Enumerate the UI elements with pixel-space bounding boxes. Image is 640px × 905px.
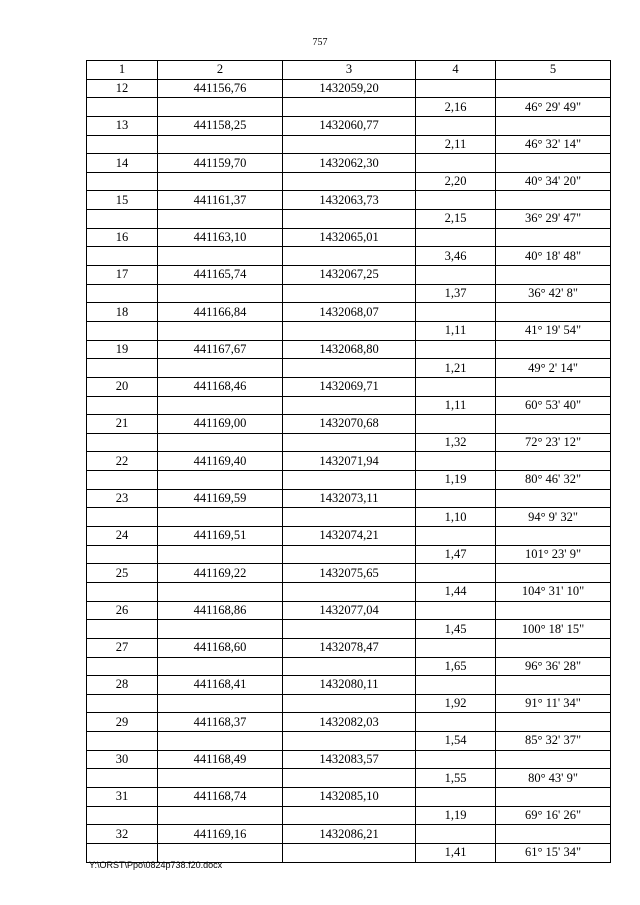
empty-cell bbox=[87, 471, 158, 490]
point-number-cell: 13 bbox=[87, 116, 158, 135]
empty-cell bbox=[158, 694, 283, 713]
distance-cell: 1,54 bbox=[416, 732, 496, 751]
distance-cell: 1,11 bbox=[416, 396, 496, 415]
y-coordinate-cell: 1432085,10 bbox=[283, 787, 416, 806]
distance-cell: 1,19 bbox=[416, 806, 496, 825]
empty-cell bbox=[87, 732, 158, 751]
empty-cell bbox=[283, 769, 416, 788]
x-coordinate-cell: 441159,70 bbox=[158, 154, 283, 173]
segment-row bbox=[87, 172, 611, 191]
empty-cell bbox=[416, 452, 496, 471]
bearing-angle-cell: 96° 36' 28" bbox=[496, 657, 611, 676]
distance-cell: 1,55 bbox=[416, 769, 496, 788]
bearing-angle-cell: 91° 11' 34" bbox=[496, 694, 611, 713]
empty-cell bbox=[496, 638, 611, 657]
distance-cell: 3,46 bbox=[416, 247, 496, 266]
point-number-cell: 18 bbox=[87, 303, 158, 322]
y-coordinate-cell: 1432086,21 bbox=[283, 825, 416, 844]
y-coordinate-cell: 1432077,04 bbox=[283, 601, 416, 620]
distance-cell: 1,47 bbox=[416, 545, 496, 564]
x-coordinate-cell: 441166,84 bbox=[158, 303, 283, 322]
point-number-cell: 24 bbox=[87, 527, 158, 546]
empty-cell bbox=[416, 638, 496, 657]
x-coordinate-cell: 441165,74 bbox=[158, 266, 283, 285]
x-coordinate-cell: 441168,46 bbox=[158, 377, 283, 396]
empty-cell bbox=[496, 154, 611, 173]
bearing-angle-cell: 36° 29' 47" bbox=[496, 210, 611, 229]
empty-cell bbox=[158, 396, 283, 415]
y-coordinate-cell: 1432060,77 bbox=[283, 116, 416, 135]
point-number-cell: 27 bbox=[87, 638, 158, 657]
point-row bbox=[87, 116, 611, 135]
segment-row bbox=[87, 545, 611, 564]
empty-cell bbox=[496, 191, 611, 210]
empty-cell bbox=[496, 676, 611, 695]
empty-cell bbox=[496, 228, 611, 247]
empty-cell bbox=[283, 321, 416, 340]
empty-cell bbox=[283, 694, 416, 713]
point-row bbox=[87, 713, 611, 732]
empty-cell bbox=[87, 98, 158, 117]
point-row bbox=[87, 489, 611, 508]
point-row bbox=[87, 191, 611, 210]
point-row bbox=[87, 676, 611, 695]
empty-cell bbox=[87, 284, 158, 303]
segment-row bbox=[87, 396, 611, 415]
x-coordinate-cell: 441168,86 bbox=[158, 601, 283, 620]
point-number-cell: 29 bbox=[87, 713, 158, 732]
empty-cell bbox=[283, 508, 416, 527]
y-coordinate-cell: 1432082,03 bbox=[283, 713, 416, 732]
bearing-angle-cell: 46° 29' 49" bbox=[496, 98, 611, 117]
empty-cell bbox=[416, 825, 496, 844]
point-number-cell: 26 bbox=[87, 601, 158, 620]
x-coordinate-cell: 441169,22 bbox=[158, 564, 283, 583]
empty-cell bbox=[158, 433, 283, 452]
point-row bbox=[87, 564, 611, 583]
segment-row bbox=[87, 582, 611, 601]
empty-cell bbox=[87, 769, 158, 788]
bearing-angle-cell: 72° 23' 12" bbox=[496, 433, 611, 452]
y-coordinate-cell: 1432074,21 bbox=[283, 527, 416, 546]
empty-cell bbox=[87, 582, 158, 601]
y-coordinate-cell: 1432063,73 bbox=[283, 191, 416, 210]
empty-cell bbox=[283, 135, 416, 154]
distance-cell: 1,21 bbox=[416, 359, 496, 378]
point-number-cell: 12 bbox=[87, 79, 158, 98]
point-number-cell: 32 bbox=[87, 825, 158, 844]
empty-cell bbox=[283, 284, 416, 303]
bearing-angle-cell: 101° 23' 9" bbox=[496, 545, 611, 564]
empty-cell bbox=[158, 172, 283, 191]
bearing-angle-cell: 49° 2' 14" bbox=[496, 359, 611, 378]
empty-cell bbox=[416, 489, 496, 508]
y-coordinate-cell: 1432071,94 bbox=[283, 452, 416, 471]
empty-cell bbox=[283, 210, 416, 229]
point-row bbox=[87, 415, 611, 434]
empty-cell bbox=[283, 471, 416, 490]
bearing-angle-cell: 40° 18' 48" bbox=[496, 247, 611, 266]
x-coordinate-cell: 441163,10 bbox=[158, 228, 283, 247]
point-number-cell: 22 bbox=[87, 452, 158, 471]
segment-row bbox=[87, 769, 611, 788]
bearing-angle-cell: 61° 15' 34" bbox=[496, 843, 611, 862]
empty-cell bbox=[283, 843, 416, 862]
segment-row bbox=[87, 433, 611, 452]
empty-cell bbox=[496, 340, 611, 359]
empty-cell bbox=[283, 433, 416, 452]
segment-row bbox=[87, 247, 611, 266]
segment-row bbox=[87, 98, 611, 117]
point-number-cell: 15 bbox=[87, 191, 158, 210]
empty-cell bbox=[416, 564, 496, 583]
empty-cell bbox=[416, 377, 496, 396]
empty-cell bbox=[283, 396, 416, 415]
point-number-cell: 20 bbox=[87, 377, 158, 396]
column-header: 2 bbox=[158, 61, 283, 80]
y-coordinate-cell: 1432068,80 bbox=[283, 340, 416, 359]
empty-cell bbox=[87, 321, 158, 340]
empty-cell bbox=[496, 303, 611, 322]
empty-cell bbox=[416, 154, 496, 173]
distance-cell: 2,16 bbox=[416, 98, 496, 117]
y-coordinate-cell: 1432067,25 bbox=[283, 266, 416, 285]
empty-cell bbox=[87, 806, 158, 825]
bearing-angle-cell: 69° 16' 26" bbox=[496, 806, 611, 825]
empty-cell bbox=[283, 247, 416, 266]
empty-cell bbox=[416, 601, 496, 620]
empty-cell bbox=[496, 564, 611, 583]
segment-row bbox=[87, 210, 611, 229]
empty-cell bbox=[283, 359, 416, 378]
bearing-angle-cell: 80° 46' 32" bbox=[496, 471, 611, 490]
empty-cell bbox=[158, 284, 283, 303]
file-path-footer: Y:\ORST\Ppo\0824p738.f20.docx bbox=[89, 860, 223, 870]
column-header: 4 bbox=[416, 61, 496, 80]
empty-cell bbox=[283, 172, 416, 191]
distance-cell: 1,37 bbox=[416, 284, 496, 303]
empty-cell bbox=[283, 732, 416, 751]
empty-cell bbox=[87, 657, 158, 676]
x-coordinate-cell: 441169,59 bbox=[158, 489, 283, 508]
empty-cell bbox=[87, 359, 158, 378]
point-number-cell: 30 bbox=[87, 750, 158, 769]
empty-cell bbox=[416, 228, 496, 247]
empty-cell bbox=[158, 582, 283, 601]
x-coordinate-cell: 441161,37 bbox=[158, 191, 283, 210]
empty-cell bbox=[283, 545, 416, 564]
point-number-cell: 14 bbox=[87, 154, 158, 173]
point-number-cell: 25 bbox=[87, 564, 158, 583]
empty-cell bbox=[496, 527, 611, 546]
y-coordinate-cell: 1432078,47 bbox=[283, 638, 416, 657]
empty-cell bbox=[416, 116, 496, 135]
bearing-angle-cell: 100° 18' 15" bbox=[496, 620, 611, 639]
column-header: 3 bbox=[283, 61, 416, 80]
empty-cell bbox=[496, 79, 611, 98]
empty-cell bbox=[158, 545, 283, 564]
y-coordinate-cell: 1432080,11 bbox=[283, 676, 416, 695]
empty-cell bbox=[158, 732, 283, 751]
point-row bbox=[87, 266, 611, 285]
point-row bbox=[87, 154, 611, 173]
empty-cell bbox=[416, 191, 496, 210]
empty-cell bbox=[496, 787, 611, 806]
distance-cell: 1,19 bbox=[416, 471, 496, 490]
empty-cell bbox=[283, 657, 416, 676]
point-number-cell: 17 bbox=[87, 266, 158, 285]
y-coordinate-cell: 1432065,01 bbox=[283, 228, 416, 247]
bearing-angle-cell: 46° 32' 14" bbox=[496, 135, 611, 154]
x-coordinate-cell: 441168,60 bbox=[158, 638, 283, 657]
empty-cell bbox=[496, 452, 611, 471]
bearing-angle-cell: 94° 9' 32" bbox=[496, 508, 611, 527]
empty-cell bbox=[158, 620, 283, 639]
empty-cell bbox=[87, 694, 158, 713]
x-coordinate-cell: 441168,37 bbox=[158, 713, 283, 732]
empty-cell bbox=[87, 620, 158, 639]
page-number: 757 bbox=[312, 37, 328, 48]
segment-row bbox=[87, 732, 611, 751]
bearing-angle-cell: 40° 34' 20" bbox=[496, 172, 611, 191]
point-number-cell: 19 bbox=[87, 340, 158, 359]
x-coordinate-cell: 441168,49 bbox=[158, 750, 283, 769]
point-row bbox=[87, 377, 611, 396]
empty-cell bbox=[496, 489, 611, 508]
x-coordinate-cell: 441168,41 bbox=[158, 676, 283, 695]
empty-cell bbox=[496, 266, 611, 285]
empty-cell bbox=[496, 750, 611, 769]
point-number-cell: 23 bbox=[87, 489, 158, 508]
distance-cell: 1,65 bbox=[416, 657, 496, 676]
segment-row bbox=[87, 508, 611, 527]
x-coordinate-cell: 441156,76 bbox=[158, 79, 283, 98]
y-coordinate-cell: 1432059,20 bbox=[283, 79, 416, 98]
segment-row bbox=[87, 471, 611, 490]
point-row bbox=[87, 340, 611, 359]
empty-cell bbox=[87, 396, 158, 415]
bearing-angle-cell: 85° 32' 37" bbox=[496, 732, 611, 751]
bearing-angle-cell: 60° 53' 40" bbox=[496, 396, 611, 415]
empty-cell bbox=[416, 676, 496, 695]
segment-row bbox=[87, 657, 611, 676]
empty-cell bbox=[416, 750, 496, 769]
empty-cell bbox=[158, 135, 283, 154]
x-coordinate-cell: 441169,51 bbox=[158, 527, 283, 546]
x-coordinate-cell: 441169,16 bbox=[158, 825, 283, 844]
point-row bbox=[87, 303, 611, 322]
empty-cell bbox=[158, 806, 283, 825]
y-coordinate-cell: 1432068,07 bbox=[283, 303, 416, 322]
segment-row bbox=[87, 321, 611, 340]
empty-cell bbox=[496, 377, 611, 396]
empty-cell bbox=[158, 769, 283, 788]
empty-cell bbox=[283, 582, 416, 601]
point-row bbox=[87, 825, 611, 844]
point-row bbox=[87, 601, 611, 620]
empty-cell bbox=[416, 415, 496, 434]
empty-cell bbox=[416, 527, 496, 546]
point-row bbox=[87, 750, 611, 769]
y-coordinate-cell: 1432083,57 bbox=[283, 750, 416, 769]
empty-cell bbox=[496, 601, 611, 620]
distance-cell: 2,11 bbox=[416, 135, 496, 154]
bearing-angle-cell: 80° 43' 9" bbox=[496, 769, 611, 788]
empty-cell bbox=[158, 321, 283, 340]
empty-cell bbox=[87, 433, 158, 452]
distance-cell: 1,92 bbox=[416, 694, 496, 713]
bearing-angle-cell: 41° 19' 54" bbox=[496, 321, 611, 340]
y-coordinate-cell: 1432070,68 bbox=[283, 415, 416, 434]
x-coordinate-cell: 441158,25 bbox=[158, 116, 283, 135]
empty-cell bbox=[87, 508, 158, 527]
empty-cell bbox=[416, 713, 496, 732]
segment-row bbox=[87, 284, 611, 303]
distance-cell: 2,20 bbox=[416, 172, 496, 191]
x-coordinate-cell: 441167,67 bbox=[158, 340, 283, 359]
empty-cell bbox=[158, 471, 283, 490]
column-header: 5 bbox=[496, 61, 611, 80]
segment-row bbox=[87, 806, 611, 825]
empty-cell bbox=[283, 620, 416, 639]
empty-cell bbox=[416, 303, 496, 322]
empty-cell bbox=[416, 266, 496, 285]
point-number-cell: 21 bbox=[87, 415, 158, 434]
point-row bbox=[87, 527, 611, 546]
bearing-angle-cell: 104° 31' 10" bbox=[496, 582, 611, 601]
distance-cell: 1,44 bbox=[416, 582, 496, 601]
empty-cell bbox=[87, 210, 158, 229]
empty-cell bbox=[87, 247, 158, 266]
segment-row bbox=[87, 620, 611, 639]
segment-row bbox=[87, 359, 611, 378]
empty-cell bbox=[496, 825, 611, 844]
point-number-cell: 16 bbox=[87, 228, 158, 247]
point-row bbox=[87, 787, 611, 806]
y-coordinate-cell: 1432069,71 bbox=[283, 377, 416, 396]
empty-cell bbox=[158, 98, 283, 117]
point-row bbox=[87, 228, 611, 247]
y-coordinate-cell: 1432075,65 bbox=[283, 564, 416, 583]
empty-cell bbox=[416, 787, 496, 806]
point-row bbox=[87, 79, 611, 98]
empty-cell bbox=[496, 116, 611, 135]
empty-cell bbox=[87, 135, 158, 154]
distance-cell: 1,41 bbox=[416, 843, 496, 862]
distance-cell: 1,32 bbox=[416, 433, 496, 452]
y-coordinate-cell: 1432062,30 bbox=[283, 154, 416, 173]
distance-cell: 2,15 bbox=[416, 210, 496, 229]
x-coordinate-cell: 441168,74 bbox=[158, 787, 283, 806]
y-coordinate-cell: 1432073,11 bbox=[283, 489, 416, 508]
distance-cell: 1,45 bbox=[416, 620, 496, 639]
empty-cell bbox=[416, 79, 496, 98]
segment-row bbox=[87, 135, 611, 154]
column-header: 1 bbox=[87, 61, 158, 80]
empty-cell bbox=[158, 359, 283, 378]
empty-cell bbox=[158, 247, 283, 266]
empty-cell bbox=[87, 545, 158, 564]
empty-cell bbox=[416, 340, 496, 359]
point-number-cell: 31 bbox=[87, 787, 158, 806]
x-coordinate-cell: 441169,00 bbox=[158, 415, 283, 434]
point-row bbox=[87, 452, 611, 471]
empty-cell bbox=[496, 415, 611, 434]
table-header-row bbox=[87, 61, 611, 80]
empty-cell bbox=[87, 172, 158, 191]
segment-row bbox=[87, 694, 611, 713]
empty-cell bbox=[496, 713, 611, 732]
empty-cell bbox=[158, 657, 283, 676]
coordinates-table bbox=[86, 60, 611, 863]
empty-cell bbox=[283, 98, 416, 117]
distance-cell: 1,10 bbox=[416, 508, 496, 527]
point-number-cell: 28 bbox=[87, 676, 158, 695]
point-row bbox=[87, 638, 611, 657]
x-coordinate-cell: 441169,40 bbox=[158, 452, 283, 471]
empty-cell bbox=[283, 806, 416, 825]
empty-cell bbox=[158, 210, 283, 229]
bearing-angle-cell: 36° 42' 8" bbox=[496, 284, 611, 303]
empty-cell bbox=[158, 508, 283, 527]
distance-cell: 1,11 bbox=[416, 321, 496, 340]
